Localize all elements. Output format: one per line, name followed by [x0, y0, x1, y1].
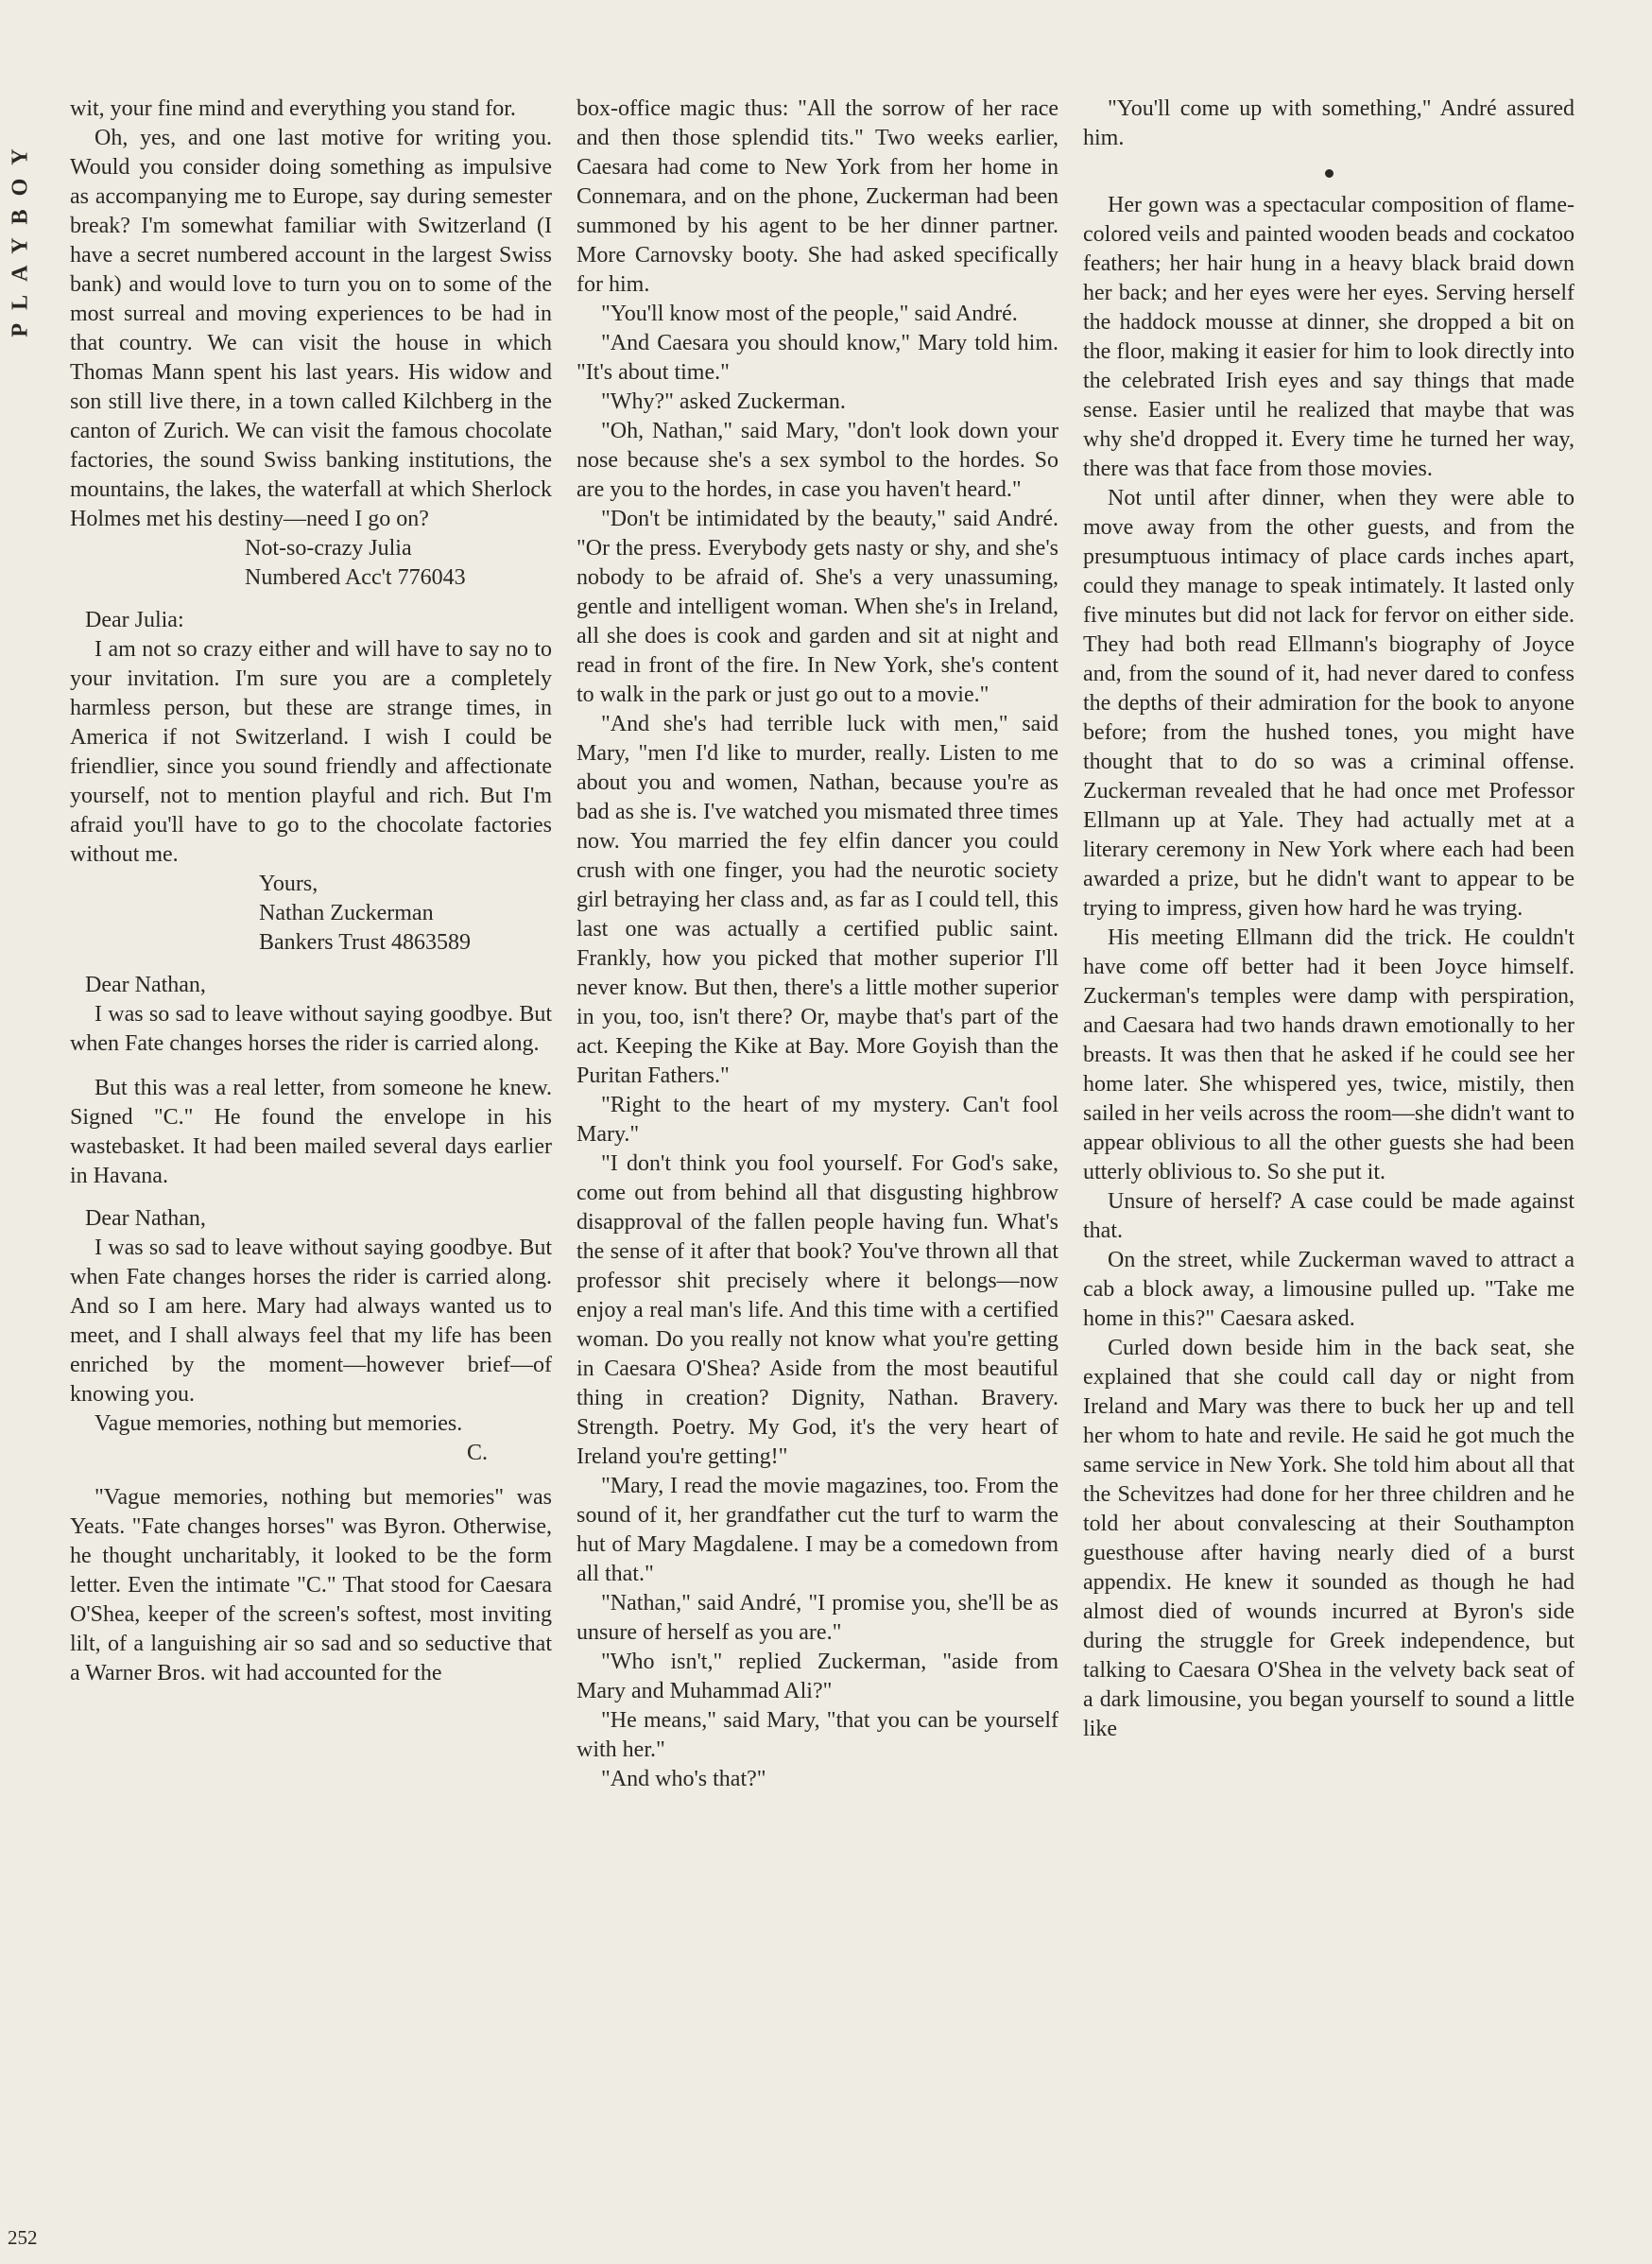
paragraph: I am not so crazy either and will have to say no to your invitation. I'm sure you are a completely harmless person, but these are strange times, in America if not Switzerland. I wish I could be friendlier, since you sound friendly and affectionate yourself, not to mention playful and rich. But I'm afraid you'll have to go to the chocolate factories without me. — [70, 637, 552, 867]
section-break-bullet — [1083, 153, 1575, 191]
paragraph: Bankers Trust 4863589 — [259, 930, 472, 955]
paragraph: But this was a real letter, from someone he knew. Signed "C." He found the envelope in his wastebasket. It had been mailed several days earlier in Havana. — [70, 1076, 552, 1188]
column-3-body — [1083, 191, 1575, 1744]
paragraph: "Vague memories, nothing but memories" was Yeats. "Fate changes horses" was Byron. Otherwise, he thought uncharitably, it looked to be the form letter. Even the intimate "C." That stood for Caesara O'Shea, keeper of the screen's softest, most inviting lilt, of a languishing air so sad and so seductive that a Warner Bros. wit had accounted for the — [70, 1485, 552, 1685]
paragraph: "And Caesara you should know," Mary told him. "It's about time." — [576, 331, 1058, 385]
paragraph: Vague memories, nothing but memories. — [95, 1411, 463, 1436]
paragraph: I was so sad to leave without saying goodbye. But when Fate changes horses the rider is carried along. — [70, 1002, 552, 1056]
magazine-name-vertical — [4, 104, 38, 369]
paragraph: Dear Nathan, — [85, 1206, 206, 1231]
paragraph: Not-so-crazy Julia — [245, 536, 412, 561]
paragraph: "Who isn't," replied Zuckerman, "aside from Mary and Muhammad Ali?" — [576, 1650, 1058, 1703]
paragraph: Numbered Acc't 776043 — [245, 565, 466, 590]
paragraph: "I don't think you fool yourself. For God's sake, come out from behind all that disgusting highbrow disapproval of the fallen people having fun. What's the sense of it after that book? You've thrown all that professor shit precisely where it belongs—now enjoy a real man's life. And this time with a certified woman. Do you really not know what you're getting in Caesara O'Shea? Aside from the most beautiful thing in creation? Dignity, Nathan. Bravery. Strength. Poetry. My God, it's the very heart of Ireland you're getting!" — [576, 1151, 1058, 1469]
paragraph: "Right to the heart of my mystery. Can't fool Mary." — [576, 1093, 1058, 1147]
paragraph: Dear Nathan, — [85, 973, 206, 997]
paragraph: Not until after dinner, when they were able to move away from the other guests, and from the presumptuous intimacy of place cards inches apart, could they manage to speak intimately. It lasted only five minutes but did not lack for fervor on either side. They had both read Ellmann's biography of Joyce and, from the sound of it, had never dared to confess the depths of their admiration for the book to anyone before; from the hushed tones, you might have thought that to do so was a criminal offense. Zuckerman revealed that he had once met Professor Ellmann up at Yale. They had actually met at a literary ceremony in New York where each had been awarded a prize, but he didn't want to appear to be trying to impress, given how hard he was trying. — [1083, 486, 1575, 921]
paragraph: "Why?" asked Zuckerman. — [601, 389, 846, 414]
paragraph: Dear Julia: — [85, 608, 184, 632]
paragraph: "Oh, Nathan," said Mary, "don't look down your nose because she's a sex symbol to the hordes. So are you to the hordes, in case you haven't heard." — [576, 419, 1058, 502]
paragraph: "You'll come up with something," André assured him. — [1083, 96, 1575, 150]
paragraph: His meeting Ellmann did the trick. He couldn't have come off better had it been Joyce himself. Zuckerman's temples were damp with perspiration, and Caesara had two hands drawn emotionally to her breasts. It was then that he asked if he could see her home later. She whispered yes, twice, mistily, then sailed in her veils across the room—she didn't want to appear oblivious to all the other guests she had been utterly oblivious to. So she put it. — [1083, 925, 1575, 1184]
paragraph: Curled down beside him in the back seat, she explained that she could call day or night from Ireland and Mary was there to buck her up and tell her whom to hate and revile. He said he got much the same service in New York. She told him about all that the Schevitzes had done for her three children and he told her about convalescing at their Southampton guesthouse after having nearly died of a burst appendix. He knew it sounded as though he had almost died of wounds incurred at Byron's side during the struggle for Greek independence, but talking to Caesara O'Shea in the velvety back seat of a dark limousine, you began yourself to sound a little like — [1083, 1336, 1575, 1741]
paragraph: C. — [467, 1441, 489, 1465]
paragraph: wit, your fine mind and everything you stand for. — [70, 96, 516, 121]
paragraph: "And she's had terrible luck with men," said Mary, "men I'd like to murder, really. Listen to me about you and women, Nathan, because you're as bad as she is. I've watched you mismated three times now. You married the fey elfin dancer you could crush with one finger, you had the neurotic society girl betraying her class and, as far as I could tell, this last one was actually a certified public saint. Frankly, how you picked that mother superior I'll never know. But then, there's a little mother superior in you, too, isn't there? Or, maybe that's part of the act. Keeping the Kike at Bay. More Goyish than the Puritan Fathers." — [576, 712, 1058, 1088]
paragraph: On the street, while Zuckerman waved to attract a cab a block away, a limousine pulled up. "Take me home in this?" Caesara asked. — [1083, 1248, 1575, 1331]
text-column-1 — [70, 95, 552, 2203]
paragraph: Her gown was a spectacular composition of flame-colored veils and painted wooden beads and cockatoo feathers; her hair hung in a heavy black braid down her back; and her eyes were her eyes. Serving herself the haddock mousse at dinner, she dropped a bit on the floor, making it easier for him to look directly into the celebrated Irish eyes and say things that made sense. Easier until he realized that maybe that was why she'd dropped it. Every time he turned her way, there was that face from those movies. — [1083, 193, 1575, 481]
text-column-3 — [1083, 95, 1575, 2203]
paragraph: Oh, yes, and one last motive for writing you. Would you consider doing something as impulsive as accompanying me to Europe, say during semester break? I'm somewhat familiar with Switzerland (I have a secret numbered account in the largest Swiss bank) and would love to turn you on to some of the most surreal and moving experiences to be had in that country. We can visit the house in which Thomas Mann spent his last years. His widow and son still live there, in a town called Kilchberg in the canton of Zurich. We can visit the famous chocolate factories, the sound Swiss banking institutions, the mountains, the lakes, the waterfall at which Sherlock Holmes met his destiny—need I go on? — [70, 126, 552, 531]
paragraph: "Don't be intimidated by the beauty," said André. "Or the press. Everybody gets nasty or shy, and she's nobody to be afraid of. She's a very unassuming, gentle and intelligent woman. When she's in Ireland, all she does is cook and garden and sit at night and read in front of the fire. In New York, she's content to walk in the park or just go out to a movie." — [576, 507, 1058, 707]
paragraph: Unsure of herself? A case could be made against that. — [1083, 1189, 1575, 1243]
column-3-opening — [1083, 95, 1575, 153]
bullet-icon — [1325, 169, 1334, 178]
paragraph: Yours, — [259, 872, 318, 896]
paragraph: "Mary, I read the movie magazines, too. From the sound of it, her grandfather cut the turf to warm the hut of Mary Magdalene. I may be a comedown from all that." — [576, 1474, 1058, 1586]
paragraph: box-office magic thus: "All the sorrow of her race and then those splendid tits." Two weeks earlier, Caesara had come to New York from her home in Connemara, and on the phone, Zuckerman had been summoned by his agent to be her dinner partner. More Carnovsky booty. She had asked specifically for him. — [576, 96, 1058, 297]
paragraph: I was so sad to leave without saying goodbye. But when Fate changes horses the rider is carried along. And so I am here. Mary had always wanted us to meet, and I shall always feel that my life has been enriched by the moment—however brief—of knowing you. — [70, 1236, 552, 1407]
paragraph: "You'll know most of the people," said André. — [601, 302, 1018, 326]
magazine-name-text: PLAYBOY — [8, 135, 33, 337]
paragraph: "Nathan," said André, "I promise you, she'll be as unsure of herself as you are." — [576, 1591, 1058, 1645]
paragraph: Nathan Zuckerman — [259, 901, 434, 925]
paragraph: "He means," said Mary, "that you can be yourself with her." — [576, 1708, 1058, 1762]
paragraph: "And who's that?" — [601, 1767, 766, 1791]
text-column-2 — [576, 95, 1058, 2203]
page-number: 252 — [8, 2226, 38, 2249]
